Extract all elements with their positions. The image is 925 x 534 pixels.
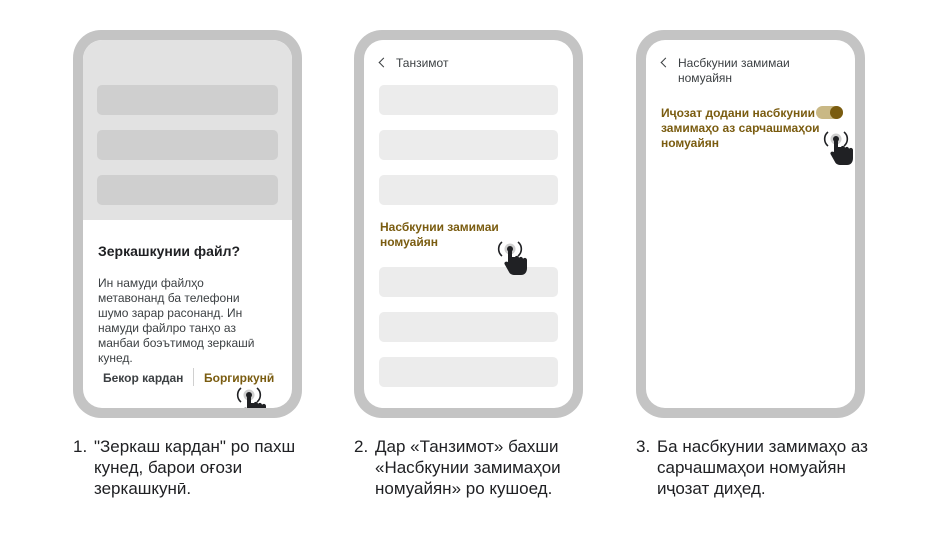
caption-step-1 [73,436,323,499]
placeholder-bar [97,85,278,115]
cancel-button[interactable]: Бекор кардан [103,371,184,385]
settings-item-placeholder[interactable] [379,85,558,115]
tap-hand-icon [496,236,530,276]
header-title: Насбкунии замимаи номуайян [678,56,790,85]
tap-hand-icon [235,382,269,408]
tap-hand-icon [822,126,855,166]
caption-step-3 [636,436,886,499]
caption-text: "Зеркаш кардан" ро пахш кунед, барои оғози зеркашкунӣ. [94,437,296,498]
caption-step-2 [354,436,604,499]
unknown-apps-setting-item[interactable]: Насбкунии замимаи номуайян [380,220,499,249]
allow-install-toggle[interactable] [816,106,843,119]
dialog-body: Ин намуди файлҳо метавонанд ба телефони шумо зарар расонанд. Ин намуди файлро танҳо аз манбаи боэътимод зеркашӣ кунед. [98,276,255,365]
back-arrow-icon[interactable] [661,58,671,68]
phone-step-3 [636,30,865,418]
dimmed-background [83,40,292,220]
caption-number: 2. [354,437,369,456]
placeholder-bar [97,175,278,205]
phone-screen [83,40,292,408]
settings-item-placeholder[interactable] [379,267,558,297]
phone-step-2 [354,30,583,418]
settings-item-placeholder[interactable] [379,357,558,387]
download-button[interactable]: Боргиркунӣ [204,371,275,385]
settings-item-placeholder[interactable] [379,130,558,160]
back-arrow-icon[interactable] [379,58,389,68]
settings-item-placeholder[interactable] [379,175,558,205]
allow-install-label: Иҷозат додани насбкунии замимаҳо аз сарчашмаҳои номуайян [661,106,820,150]
caption-number: 1. [73,437,88,456]
phone-screen [646,40,855,408]
settings-item-placeholder[interactable] [379,312,558,342]
unknown-apps-header [662,56,823,86]
header-title: Танзимот [396,56,449,70]
button-divider [193,368,194,386]
caption-text: Ба насбкунии замимаҳо аз сарчашмаҳои номуайян иҷозат диҳед. [657,437,868,498]
dialog-title: Зеркашкунии файл? [98,243,241,259]
caption-text: Дар «Танзимот» бахши «Насбкунии замимаҳои номуайян» ро кушоед. [375,437,561,498]
phone-screen [364,40,573,408]
phone-step-1 [73,30,302,418]
caption-number: 3. [636,437,651,456]
placeholder-bar [97,130,278,160]
settings-header [380,56,448,71]
toggle-knob [830,106,843,119]
